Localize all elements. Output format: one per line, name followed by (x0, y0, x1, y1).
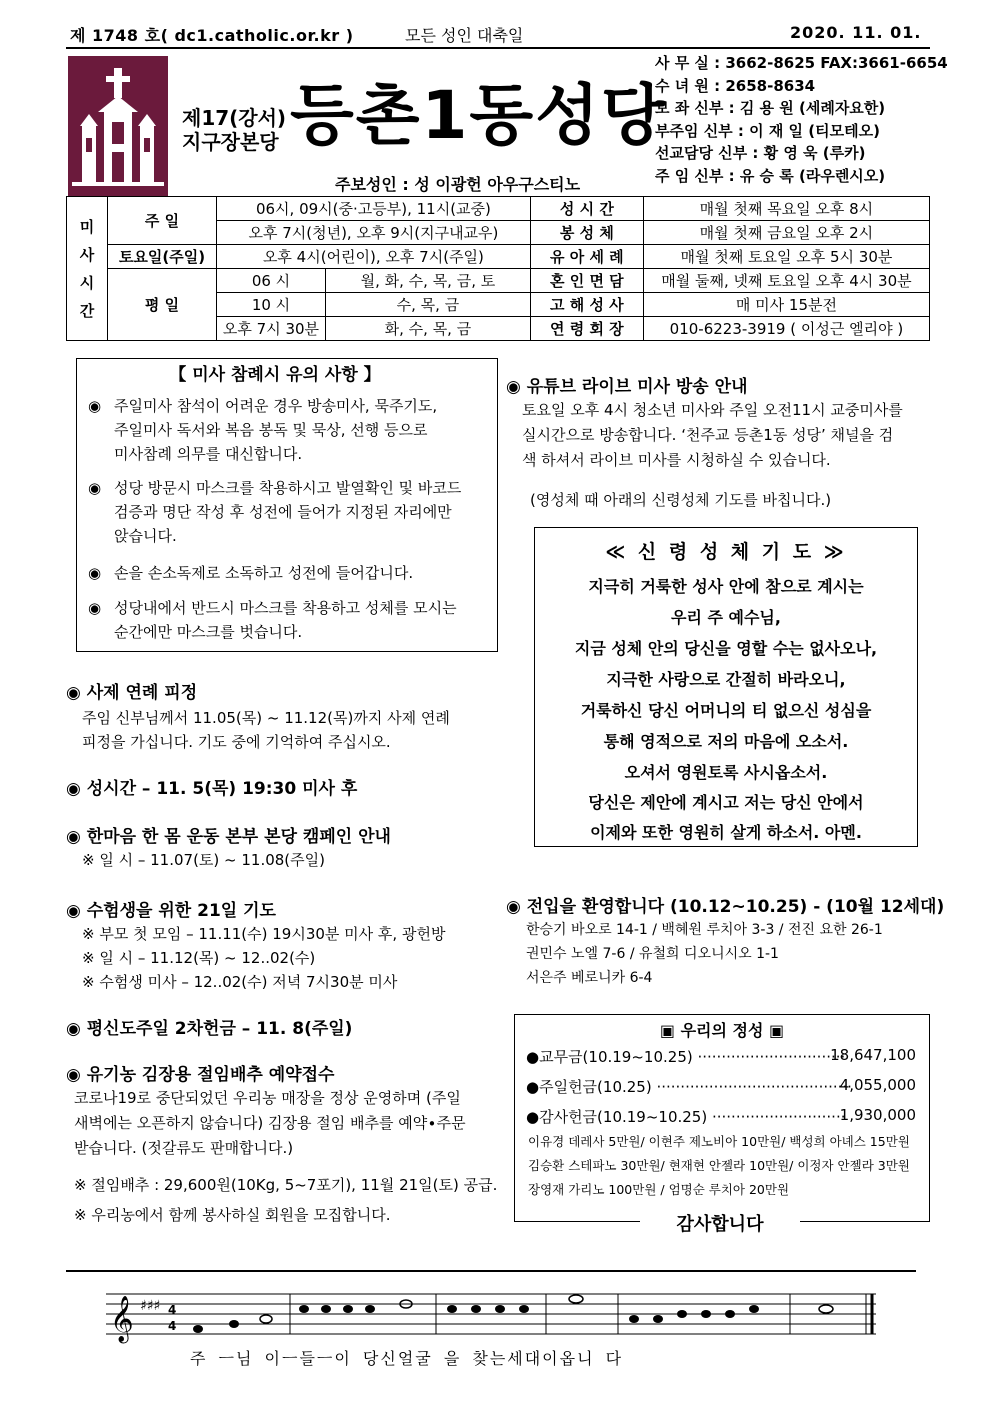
sunday-times-2: 오후 7시(청년), 오후 9시(지구내교우) (217, 221, 531, 245)
hymn-lyrics: 주 ㅡ님 이ㅡ들ㅡ이 당신얼굴 을 찾는세대이옵니 다 (190, 1349, 624, 1368)
district-line-2: 지구장본당 (182, 130, 279, 154)
notice-item: ◉ 손을 손소독제로 소독하고 성전에 들어갑니다. (88, 561, 488, 585)
saturday-times: 오후 4시(어린이), 오후 7시(주일) (217, 245, 531, 269)
prayer-line: 우리 주 예수님, (671, 608, 781, 627)
offering-label: ●주일헌금(10.25) ········································· (526, 1078, 852, 1096)
weekday-time: 10 시 (217, 293, 326, 317)
service-name: 연 령 회 장 (530, 317, 643, 341)
contact-convent: 수 녀 원 : 2658-8634 (655, 76, 816, 95)
campaign-text: ※ 일 시 – 11.07(토) ~ 11.08(주일) (82, 851, 325, 869)
notice-item: ◉ 성당 방문시 마스크를 착용하시고 발열확인 및 바코드 검증과 명단 작성 후 성전에 들어가 지정된 자리에만 앉습니다. (88, 476, 488, 548)
cabbage-notes: ※ 절임배추 : 29,600원(10Kg, 5~7포기), 11월 21일(토) 공급. ※ 우리농에서 함께 봉사하실 회원을 모집합니다. (74, 1176, 498, 1224)
weekday-time: 06 시 (217, 269, 326, 293)
sunday-label: 주 일 (108, 197, 217, 245)
prayer-line: 지금 성체 안의 당신을 영할 수는 없사오나, (574, 639, 878, 658)
weekday-days: 월, 화, 수, 목, 금, 토 (326, 269, 531, 293)
thanks-label: 감사합니다 (640, 1210, 800, 1236)
donor-list: 이유경 데레사 5만원/ 이현주 제노비아 10만원/ 백성희 아녜스 15만원 김승환 스테파노 30만원/ 현재현 안젤라 10만원/ 이정자 안젤라 3만원 장영재 가리노 100만원 / 엄명순 루치아 20만원 (528, 1134, 910, 1197)
service-name: 성 시 간 (530, 197, 643, 221)
contact-list (655, 52, 948, 187)
youtube-text: 토요일 오후 4시 청소년 미사와 주일 오전11시 교중미사를 실시간으로 방송합니다. ‘천주교 등촌1동 성당’ 채널을 검 색 하셔서 라이브 미사를 시청하실 수 있습니다. (522, 401, 903, 469)
contact-associate-priest: 부주임 신부 : 이 재 일 (티모테오) (655, 121, 880, 140)
svg-text:4: 4 (168, 1319, 177, 1333)
svg-text:♯♯♯: ♯♯♯ (140, 1298, 161, 1314)
offering-value: 18,647,100 (830, 1046, 916, 1064)
mass-side-label: 미 사 시 간 (67, 197, 108, 341)
offering-label: ●교무금(10.19~10.25) ······························· (526, 1048, 846, 1066)
service-value: 매월 첫째 금요일 오후 2시 (643, 221, 929, 245)
bottom-divider (66, 1270, 916, 1272)
district-line-1: 제17(강서) (182, 106, 287, 130)
prayer-line: 이제와 또한 영원히 살게 하소서. 아멘. (590, 823, 862, 842)
offering-label: ●감사헌금(10.19~10.25) ···························· (526, 1108, 846, 1126)
offering-title: ▣ 우리의 정성 ▣ (659, 1021, 785, 1040)
contact-mission-priest: 선교담당 신부 : 황 영 욱 (루카) (655, 144, 866, 162)
offering-row (526, 1076, 916, 1097)
svg-text:4: 4 (168, 1303, 177, 1317)
weekday-label: 평 일 (108, 269, 217, 341)
service-value: 010-6223-3919 ( 이성근 엘리야 ) (643, 317, 929, 341)
bullet-icon: ◉ (88, 564, 102, 582)
service-name: 고 해 성 사 (530, 293, 643, 317)
bullet-icon: ◉ (88, 599, 102, 617)
sunday-times-1: 06시, 09시(중·고등부), 11시(교중) (217, 197, 531, 221)
prayer-line: 오셔서 영원토록 사시옵소서. (624, 763, 828, 782)
notice-box-title: 【 미사 참례시 유의 사항 】 (140, 360, 410, 385)
district-label (182, 106, 286, 154)
weekday-days: 화, 수, 목, 금 (326, 317, 531, 341)
music-staff-icon (106, 1288, 886, 1348)
youtube-title: ◉ 유튜브 라이브 미사 방송 안내 (506, 377, 748, 397)
welcome-list: 한승기 바오로 14-1 / 백혜원 루치아 3-3 / 전진 요한 26-1 권민수 노엘 7-6 / 유철희 디오니시오 1-1 서은주 베로니카 6-4 (526, 922, 883, 986)
prayer-title: ≪ 신 령 성 체 기 도 ≫ (605, 541, 847, 563)
service-value: 매월 첫째 토요일 오후 5시 30분 (643, 245, 929, 269)
cabbage-text: 코로나19로 중단되었던 우리농 매장을 정상 운영하며 (주일 새벽에는 오픈하지 않습니다) 김장용 절임 배추를 예약∙주문 받습니다. (젓갈류도 판매합니다.) (74, 1089, 466, 1157)
weekday-days: 수, 목, 금 (326, 293, 531, 317)
parish-name: 등촌1동성당 (290, 77, 667, 154)
offering-value: 4,055,000 (839, 1076, 916, 1094)
prayer-line: 거룩하신 당신 어머니의 티 없으신 성심을 (580, 701, 872, 720)
weekday-time: 오후 7시 30분 (217, 317, 326, 341)
offering-row (526, 1106, 916, 1127)
mass-schedule-table (66, 196, 930, 341)
service-value: 매월 둘째, 넷째 토요일 오후 4시 30분 (643, 269, 929, 293)
issue-date: 2020. 11. 01. (790, 23, 922, 42)
service-name: 봉 성 체 (530, 221, 643, 245)
service-name: 혼 인 면 담 (530, 269, 643, 293)
parish-logo-icon (68, 56, 168, 196)
prayer-line: 지극한 사랑으로 간절히 바라오니, (606, 670, 846, 689)
contact-pastor: 주 임 신부 : 유 승 록 (라우렌시오) (655, 166, 886, 185)
prayer-line: 통해 영적으로 저의 마음에 오소서. (603, 732, 849, 751)
contact-office: 사 무 실 : 3662-8625 FAX:3661-6654 (655, 54, 948, 72)
retreat-text: 주임 신부님께서 11.05(목) ~ 11.12(목)까지 사제 연례 피정을 가십니다. 기도 중에 기억하여 주십시오. (82, 709, 450, 751)
prayer-intro: (영성체 때 아래의 신령성체 기도를 바칩니다.) (530, 491, 832, 509)
service-value: 매월 첫째 목요일 오후 8시 (643, 197, 929, 221)
patron-saint: 주보성인 : 성 이광헌 아우구스티노 (335, 175, 581, 194)
retreat-title: ◉ 사제 연례 피정 (66, 683, 198, 703)
welcome-title: ◉ 전입을 환영합니다 (10.12~10.25) - (10월 12세대) (506, 897, 945, 917)
notice-item: ◉ 성당내에서 반드시 마스크를 착용하고 성체를 모시는 순간에만 마스크를 벗습니다. (88, 596, 488, 644)
offering-value: 1,930,000 (839, 1106, 916, 1124)
notice-item: ◉ 주일미사 참석이 어려운 경우 방송미사, 묵주기도, 주일미사 독서와 복음 봉독 및 묵상, 선행 등으로 미사참례 의무를 대신합니다. (88, 394, 488, 466)
holy-hour-title: ◉ 성시간 – 11. 5(목) 19:30 미사 후 (66, 779, 358, 799)
exam-prayer-text: ※ 부모 첫 모임 – 11.11(수) 19시30분 미사 후, 광헌방 ※ 일 시 – 11.12(목) ~ 12..02(수) ※ 수험생 미사 – 12..02(수) 저녁 7시30분 미사 (82, 925, 446, 991)
prayer-line: 지극히 거룩한 성사 안에 참으로 계시는 (588, 577, 864, 596)
feast-name: 모든 성인 대축일 (405, 26, 524, 45)
saturday-label: 토요일(주일) (108, 245, 217, 269)
prayer-line: 당신은 제안에 계시고 저는 당신 안에서 (588, 793, 864, 812)
issue-number: 제 1748 호( dc1.catholic.or.kr ) (70, 26, 354, 45)
svg-text:𝄞: 𝄞 (110, 1296, 134, 1342)
bullet-icon: ◉ (88, 397, 102, 415)
cabbage-title: ◉ 유기농 김장용 절임배추 예약접수 (66, 1065, 335, 1085)
service-value: 매 미사 15분전 (643, 293, 929, 317)
laity-sunday-title: ◉ 평신도주일 2차헌금 – 11. 8(주일) (66, 1019, 353, 1039)
contact-assistant-priest: 보 좌 신부 : 김 용 원 (세례자요한) (655, 99, 886, 117)
header-divider (66, 47, 930, 49)
exam-prayer-title: ◉ 수험생을 위한 21일 기도 (66, 901, 276, 921)
offering-row (526, 1046, 916, 1067)
bullet-icon: ◉ (88, 479, 102, 497)
service-name: 유 아 세 례 (530, 245, 643, 269)
campaign-title: ◉ 한마음 한 몸 운동 본부 본당 캠페인 안내 (66, 827, 391, 847)
